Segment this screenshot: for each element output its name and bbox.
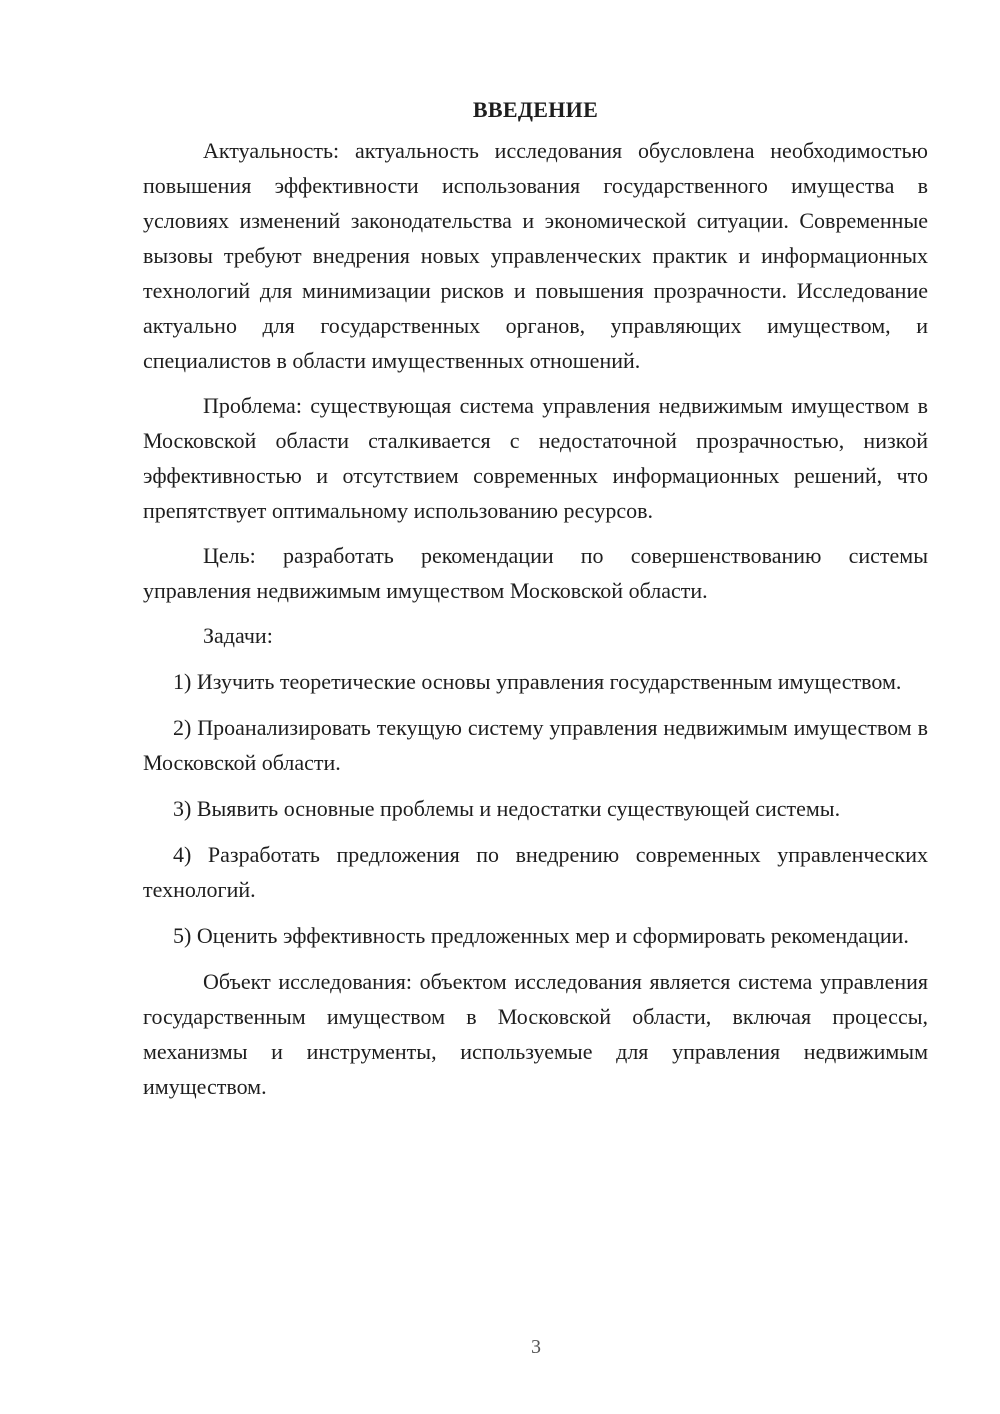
object-paragraph: Объект исследования: объектом исследования является система управления государственным имуществом в Московской области, включая процессы, механизмы и инструменты, используемые для управления недвижимым имуществом. [143, 969, 928, 1099]
problem-paragraph: Проблема: существующая система управления недвижимым имуществом в Московской области сталкивается с недостаточной прозрачностью, низкой эффективностью и отсутствием современных информационных решений, что препятствует оптимальному использованию ресурсов. [143, 393, 928, 523]
section-title: ВВЕДЕНИЕ [472, 97, 599, 122]
list-item: 4) Разработать предложения по внедрению современных управленческих технологий. [143, 842, 928, 902]
list-item: 2) Проанализировать текущую систему управления недвижимым имуществом в Московской области. [143, 715, 928, 775]
list-item: 1) Изучить теоретические основы управления государственным имуществом. [173, 669, 902, 694]
page-content [143, 92, 928, 1114]
list-item: 5) Оценить эффективность предложенных мер и сформировать рекомендации. [173, 923, 909, 948]
relevance-paragraph: Актуальность: актуальность исследования обусловлена необходимостью повышения эффективности использования государственного имущества в условиях изменений законодательства и экономической ситуации. Современные вызовы требуют внедрения новых управленческих практик и информационных технологий для минимизации рисков и повышения прозрачности. Исследование актуально для государственных органов, управляющих имуществом, и специалистов в области имущественных отношений. [143, 138, 928, 373]
page-number: 3 [531, 1336, 541, 1358]
goal-paragraph: Цель: разработать рекомендации по совершенствованию системы управления недвижимым имуществом Московской области. [143, 543, 928, 603]
list-item: 3) Выявить основные проблемы и недостатки существующей системы. [173, 796, 841, 821]
tasks-heading: Задачи: [203, 623, 273, 648]
tasks-list [143, 664, 928, 953]
